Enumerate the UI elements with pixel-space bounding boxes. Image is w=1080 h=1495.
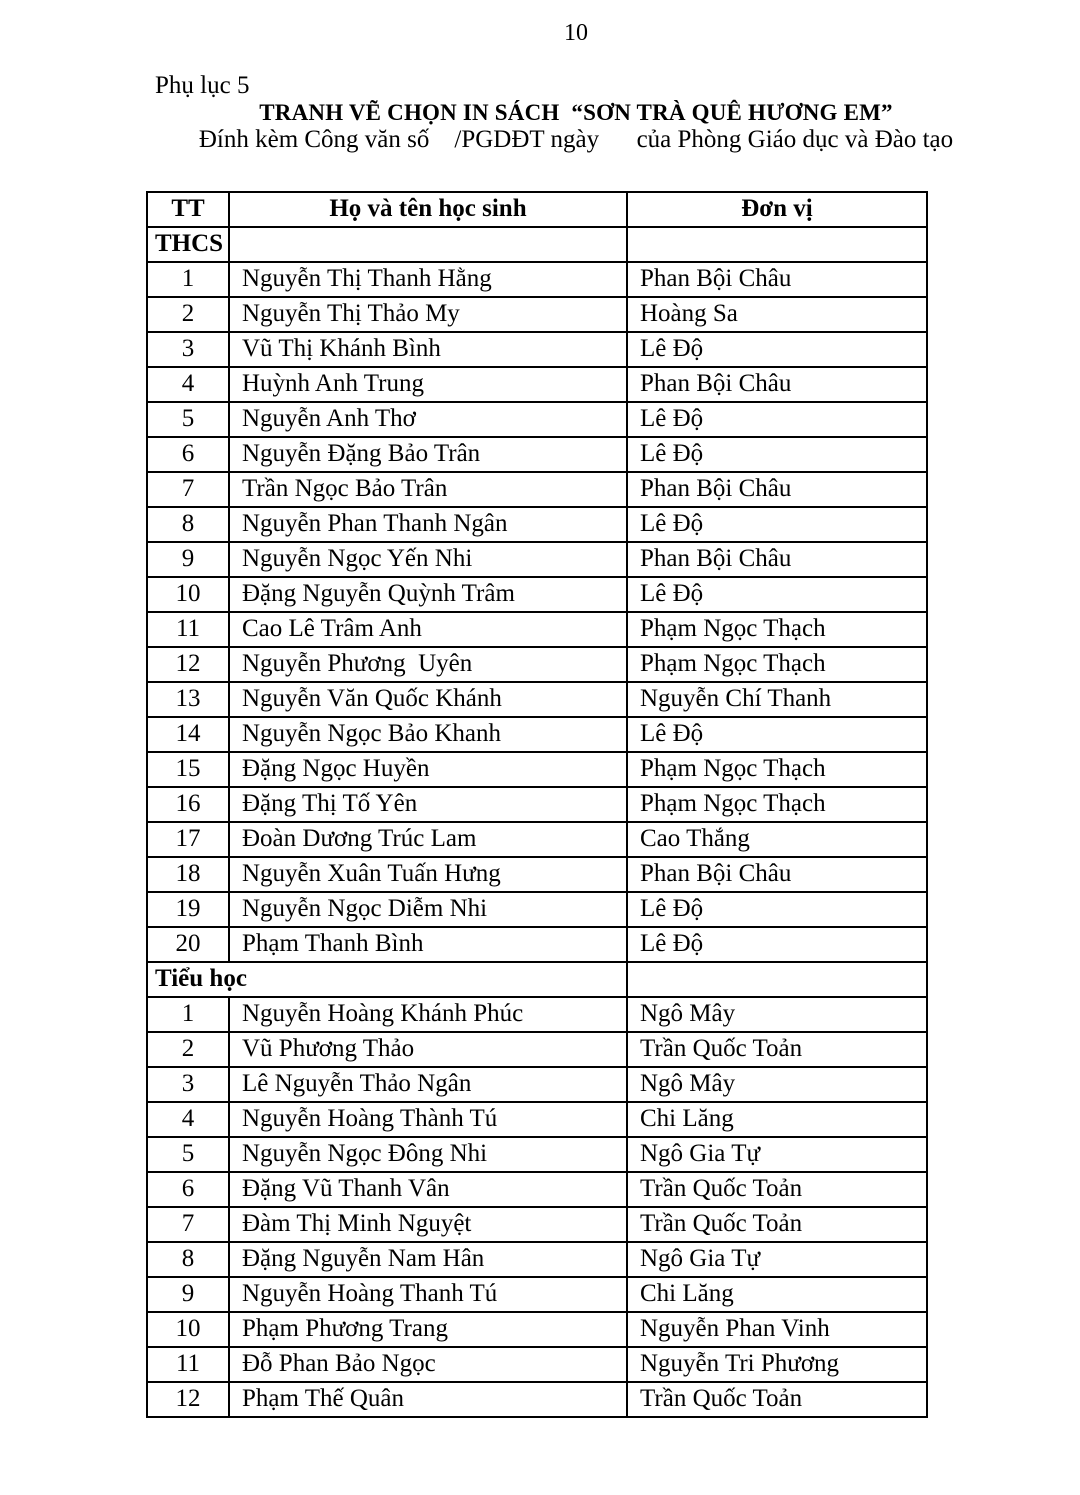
tt-cell: 12 [147,647,229,682]
tt-cell: 13 [147,682,229,717]
tt-cell: 2 [147,297,229,332]
name-cell: Nguyễn Hoàng Thành Tú [229,1102,627,1137]
table-header-unit: Đơn vị [627,192,927,227]
name-cell: Lê Nguyễn Thảo Ngân [229,1067,627,1102]
tt-cell: 11 [147,612,229,647]
tt-cell: 2 [147,1032,229,1067]
empty-cell [627,227,927,262]
table-row [147,647,927,682]
table-row [147,822,927,857]
tt-cell: 4 [147,367,229,402]
table-header-name: Họ và tên học sinh [229,192,627,227]
table-row [147,297,927,332]
unit-cell: Phạm Ngọc Thạch [627,787,927,822]
unit-cell: Phan Bội Châu [627,472,927,507]
table-header-row [147,192,927,227]
unit-cell: Trần Quốc Toản [627,1207,927,1242]
tt-cell: 6 [147,1172,229,1207]
unit-cell: Lê Độ [627,437,927,472]
tt-cell: 1 [147,997,229,1032]
table-row [147,857,927,892]
name-cell: Nguyễn Phan Thanh Ngân [229,507,627,542]
tt-cell: 7 [147,472,229,507]
tt-cell: 16 [147,787,229,822]
name-cell: Đặng Thị Tố Yên [229,787,627,822]
name-cell: Đàm Thị Minh Nguyệt [229,1207,627,1242]
name-cell: Phạm Phương Trang [229,1312,627,1347]
table-header-tt: TT [147,192,229,227]
name-cell: Nguyễn Ngọc Yến Nhi [229,542,627,577]
tt-cell: 6 [147,437,229,472]
name-cell: Đặng Nguyễn Nam Hân [229,1242,627,1277]
unit-cell: Lê Độ [627,402,927,437]
table-row [147,997,927,1032]
name-cell: Đặng Nguyễn Quỳnh Trâm [229,577,627,612]
tt-cell: 20 [147,927,229,962]
tt-cell: 1 [147,262,229,297]
table-row [147,437,927,472]
name-cell: Nguyễn Ngọc Bảo Khanh [229,717,627,752]
name-cell: Cao Lê Trâm Anh [229,612,627,647]
tt-cell: 11 [147,1347,229,1382]
unit-cell: Trần Quốc Toản [627,1172,927,1207]
section-row [147,227,927,262]
table-row [147,1347,927,1382]
table-row [147,1102,927,1137]
table-row [147,262,927,297]
tt-cell: 18 [147,857,229,892]
unit-cell: Trần Quốc Toản [627,1382,927,1417]
name-cell: Vũ Thị Khánh Bình [229,332,627,367]
tt-cell: 9 [147,542,229,577]
tt-cell: 5 [147,1137,229,1172]
unit-cell: Nguyễn Chí Thanh [627,682,927,717]
name-cell: Nguyễn Hoàng Thanh Tú [229,1277,627,1312]
table-row [147,1172,927,1207]
student-roster-table [146,191,928,1418]
unit-cell: Phan Bội Châu [627,857,927,892]
unit-cell: Lê Độ [627,577,927,612]
name-cell: Vũ Phương Thảo [229,1032,627,1067]
empty-cell [229,227,627,262]
table-row [147,507,927,542]
name-cell: Nguyễn Đặng Bảo Trân [229,437,627,472]
unit-cell: Chi Lăng [627,1102,927,1137]
table-row [147,367,927,402]
table-row [147,1242,927,1277]
tt-cell: 9 [147,1277,229,1312]
name-cell: Trần Ngọc Bảo Trân [229,472,627,507]
unit-cell: Phạm Ngọc Thạch [627,752,927,787]
name-cell: Nguyễn Anh Thơ [229,402,627,437]
unit-cell: Phạm Ngọc Thạch [627,647,927,682]
section-label: THCS [147,227,229,262]
tt-cell: 17 [147,822,229,857]
name-cell: Nguyễn Thị Thảo My [229,297,627,332]
table-row [147,577,927,612]
tt-cell: 15 [147,752,229,787]
tt-cell: 8 [147,507,229,542]
table-row [147,612,927,647]
document-subtitle: Đính kèm Công văn số /PGDĐT ngày của Phòng Giáo dục và Đào tạo [198,126,954,153]
table-row [147,927,927,962]
unit-cell: Cao Thắng [627,822,927,857]
tt-cell: 3 [147,332,229,367]
name-cell: Phạm Thanh Bình [229,927,627,962]
tt-cell: 5 [147,402,229,437]
table-row [147,1137,927,1172]
table-row [147,752,927,787]
unit-cell: Phạm Ngọc Thạch [627,612,927,647]
table-row [147,472,927,507]
table-row [147,682,927,717]
section-row [147,962,927,997]
table-row [147,1312,927,1347]
unit-cell: Nguyễn Phan Vinh [627,1312,927,1347]
unit-cell: Ngô Mây [627,1067,927,1102]
unit-cell: Trần Quốc Toản [627,1032,927,1067]
page-number: 10 [564,20,588,46]
table-row [147,787,927,822]
name-cell: Huỳnh Anh Trung [229,367,627,402]
table-row [147,332,927,367]
tt-cell: 3 [147,1067,229,1102]
table-row [147,892,927,927]
name-cell: Nguyễn Phương Uyên [229,647,627,682]
table-row [147,542,927,577]
table-row [147,1207,927,1242]
unit-cell: Lê Độ [627,332,927,367]
table-row [147,1032,927,1067]
tt-cell: 7 [147,1207,229,1242]
unit-cell: Ngô Mây [627,997,927,1032]
unit-cell: Nguyễn Tri Phương [627,1347,927,1382]
section-label: Tiểu học [147,962,627,997]
unit-cell: Lê Độ [627,927,927,962]
table-body [147,227,927,1417]
table-row [147,1067,927,1102]
unit-cell: Phan Bội Châu [627,542,927,577]
name-cell: Nguyễn Văn Quốc Khánh [229,682,627,717]
table-row [147,402,927,437]
unit-cell: Phan Bội Châu [627,262,927,297]
unit-cell: Ngô Gia Tự [627,1242,927,1277]
name-cell: Nguyễn Ngọc Diễm Nhi [229,892,627,927]
tt-cell: 12 [147,1382,229,1417]
unit-cell: Ngô Gia Tự [627,1137,927,1172]
unit-cell: Hoàng Sa [627,297,927,332]
name-cell: Đỗ Phan Bảo Ngọc [229,1347,627,1382]
name-cell: Phạm Thế Quân [229,1382,627,1417]
name-cell: Nguyễn Ngọc Đông Nhi [229,1137,627,1172]
name-cell: Nguyễn Xuân Tuấn Hưng [229,857,627,892]
unit-cell: Lê Độ [627,507,927,542]
tt-cell: 19 [147,892,229,927]
tt-cell: 10 [147,577,229,612]
unit-cell: Chi Lăng [627,1277,927,1312]
name-cell: Nguyễn Hoàng Khánh Phúc [229,997,627,1032]
tt-cell: 4 [147,1102,229,1137]
appendix-label: Phụ lục 5 [155,72,250,99]
name-cell: Nguyễn Thị Thanh Hằng [229,262,627,297]
name-cell: Đặng Ngọc Huyền [229,752,627,787]
tt-cell: 10 [147,1312,229,1347]
name-cell: Đoàn Dương Trúc Lam [229,822,627,857]
name-cell: Đặng Vũ Thanh Vân [229,1172,627,1207]
unit-cell: Lê Độ [627,892,927,927]
empty-cell [627,962,927,997]
tt-cell: 8 [147,1242,229,1277]
unit-cell: Lê Độ [627,717,927,752]
table-row [147,717,927,752]
table-row [147,1382,927,1417]
tt-cell: 14 [147,717,229,752]
table-row [147,1277,927,1312]
document-title: TRANH VẼ CHỌN IN SÁCH “SƠN TRÀ QUÊ HƯƠNG EM” [259,100,893,125]
unit-cell: Phan Bội Châu [627,367,927,402]
